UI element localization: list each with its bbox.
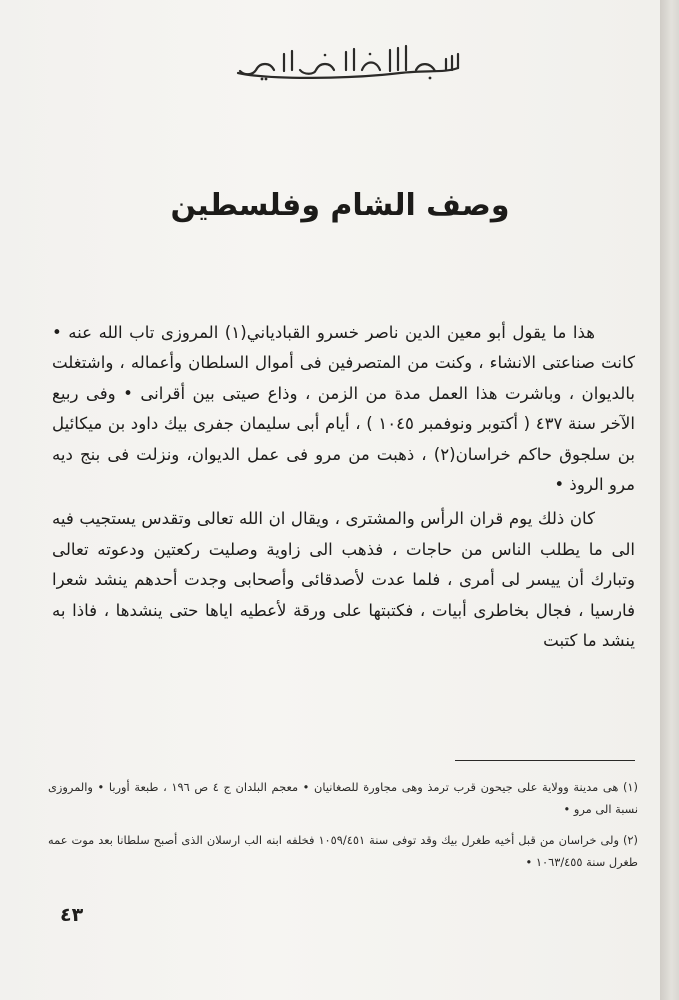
chapter-title: وصف الشام وفلسطين	[170, 188, 510, 223]
page-edge	[660, 0, 679, 1000]
body-text	[52, 318, 635, 656]
page-number: ٤٣	[60, 904, 84, 926]
footnotes	[48, 776, 638, 873]
footnote-divider	[455, 760, 635, 761]
paragraph: هذا ما يقول أبو معين الدين ناصر خسرو القبادياني(١) المروزى تاب الله عنه • كانت صناعتى الانشاء ، وكنت من المتصرفين فى أموال السلطان وأعماله ، واشتغلت بالديوان ، وباشرت هذا العمل مدة من الزمن ، وذاع صيتى بين أقرانى • وفى ربيع الآخر سنة ٤٣٧ ( أكتوبر ونوفمبر ١٠٤٥ ) ، أيام أبى سليمان جفرى بيك داود بن ميكائيل بن سلجوق حاكم خراسان(٢) ، ذهبت من مرو فى عمل الديوان، ونزلت فى بنج ديه مرو الروذ •	[52, 323, 635, 495]
footnote: (١) هى مدينة وولاية على جيحون قرب ترمذ وهى مجاورة للصغانيان • معجم البلدان ج ٤ ص ١٩٦ ، طبعة أوربا • والمروزى نسبة الى مرو •	[48, 780, 638, 816]
paragraph: كان ذلك يوم قران الرأس والمشترى ، ويقال ان الله تعالى وتقدس يستجيب فيه الى ما يطلب الناس من حاجات ، فذهب الى زاوية وصليت ركعتين ودعوته تعالى وتبارك أن ييسر لى أمرى ، فلما عدت لأصدقائى وأصحابى وجدت أحدهم ينشد شعرا فارسيا ، فجال بخاطرى أبيات ، فكتبتها على ورقة لأعطيه اياها حتى ينشدها ، فاذا به ينشد ما كتبت	[52, 509, 635, 651]
footnote: (٢) ولى خراسان من قبل أخيه طغرل بيك وقد توفى سنة ١٠٥٩/٤٥١ فخلفه ابنه الب ارسلان الذى أصبح سلطانا بعد موت عمه طغرل سنة ١٠٦٣/٤٥٥ •	[48, 833, 638, 869]
basmala-calligraphy	[230, 40, 465, 82]
